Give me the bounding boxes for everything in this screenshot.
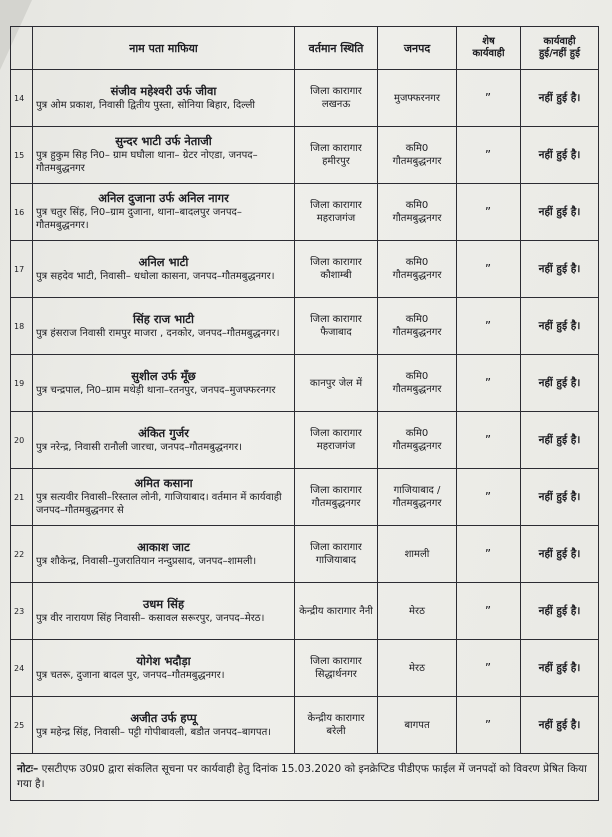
name-address-cell <box>33 70 295 127</box>
table-row <box>11 184 599 241</box>
district: कमि0 गौतमबुद्धनगर <box>378 127 457 184</box>
action-status: नहीं हुई है। <box>521 70 599 127</box>
district: कमि0 गौतमबुद्धनगर <box>378 355 457 412</box>
header-action <box>521 27 599 70</box>
remaining-action: ” <box>457 241 521 298</box>
district: मेरठ <box>378 640 457 697</box>
action-status: नहीं हुई है। <box>521 127 599 184</box>
district: कमि0 गौतमबुद्धनगर <box>378 241 457 298</box>
action-status: नहीं हुई है। <box>521 412 599 469</box>
action-status: नहीं हुई है। <box>521 355 599 412</box>
mafia-name: अजीत उर्फ हप्पू <box>130 710 197 725</box>
mafia-name: संजीव महेश्वरी उर्फ जीवा <box>110 83 217 98</box>
table-row <box>11 640 599 697</box>
serial-number: 21 <box>11 469 33 526</box>
name-address-cell <box>33 583 295 640</box>
name-address-cell <box>33 298 295 355</box>
table-row <box>11 526 599 583</box>
current-status: केन्द्रीय कारागार बरेली <box>295 697 378 754</box>
district: मुजफ्फरनगर <box>378 70 457 127</box>
mafia-address: पुत्र वीर नारायण सिंह निवासी– कसावल सरूरपुर, जनपद–मेरठ। <box>36 612 265 624</box>
mafia-address: पुत्र चतरू, दुजाना बादल पुर, जनपद–गौतमबुद्धनगर। <box>36 669 225 681</box>
header-name: नाम पता माफिया <box>33 27 295 70</box>
serial-number: 19 <box>11 355 33 412</box>
current-status: केन्द्रीय कारागार नैनी <box>295 583 378 640</box>
district: कमि0 गौतमबुद्धनगर <box>378 184 457 241</box>
action-status: नहीं हुई है। <box>521 526 599 583</box>
mafia-address: पुत्र सहदेव भाटी, निवासी– धधोला कासना, जनपद–गौतमबुद्धनगर। <box>36 270 275 282</box>
table-row <box>11 70 599 127</box>
note-label: नोटः– <box>17 763 39 775</box>
mafia-name: योगेश भदौड़ा <box>136 653 191 668</box>
name-address-cell <box>33 241 295 298</box>
mafia-address: पुत्र महेन्द्र सिंह, निवासी– पट्टी गोपीबावली, बडौत जनपद–बागपत। <box>36 726 272 738</box>
serial-number: 25 <box>11 697 33 754</box>
name-address-cell <box>33 412 295 469</box>
mafia-name: अनिल दुजाना उर्फ अनिल नागर <box>98 191 229 205</box>
action-status: नहीं हुई है। <box>521 583 599 640</box>
table-row <box>11 697 599 754</box>
remaining-action: ” <box>457 469 521 526</box>
name-address-cell <box>33 355 295 412</box>
mafia-address: पुत्र हुकुम सिह नि0– ग्राम घघौला थाना– ग्रेटर नोएडा, जनपद– गौतमबुद्धनगर <box>36 150 258 174</box>
header-serial <box>11 27 33 70</box>
district: बागपत <box>378 697 457 754</box>
header-remaining-line1: शेष <box>482 36 495 47</box>
header-status: वर्तमान स्थिति <box>295 27 378 70</box>
action-status: नहीं हुई है। <box>521 469 599 526</box>
serial-number: 22 <box>11 526 33 583</box>
action-status: नहीं हुई है। <box>521 640 599 697</box>
mafia-name: आकाश जाट <box>137 539 190 554</box>
mafia-name: अनिल भाटी <box>138 254 189 269</box>
name-address-cell <box>33 640 295 697</box>
name-address-cell <box>33 469 295 526</box>
serial-number: 24 <box>11 640 33 697</box>
table-row <box>11 298 599 355</box>
note-text: एसटीएफ उ0प्र0 द्वारा संकलित सूचना पर कार्यवाही हेतु दिनांक 15.03.2020 को इनक्रेप्टिड पीडीएफ फाईल में जनपदों को विवरण प्रेषित किया गया है। <box>17 763 587 790</box>
current-status: जिला कारागार सिद्धार्थनगर <box>295 640 378 697</box>
serial-number: 20 <box>11 412 33 469</box>
current-status: जिला कारागार गाजियाबाद <box>295 526 378 583</box>
remaining-action: ” <box>457 298 521 355</box>
serial-number: 16 <box>11 184 33 241</box>
mafia-address: पुत्र हंसराज निवासी रामपुर माजरा , दनकोर, जनपद–गौतमबुद्धनगर। <box>36 327 280 339</box>
note-row <box>11 754 599 801</box>
name-address-cell <box>33 697 295 754</box>
remaining-action: ” <box>457 526 521 583</box>
header-remaining <box>457 27 521 70</box>
current-status: जिला कारागार फैजाबाद <box>295 298 378 355</box>
serial-number: 18 <box>11 298 33 355</box>
mafia-address: पुत्र ओम प्रकाश, निवासी द्वितीय पुस्ता, सोनिया बिहार, दिल्ली <box>36 99 256 111</box>
district: गाजियाबाद / गौतमबुद्धनगर <box>378 469 457 526</box>
current-status: जिला कारागार लखनऊ <box>295 70 378 127</box>
mafia-name: अमित कसाना <box>134 476 193 490</box>
table-row <box>11 127 599 184</box>
remaining-action: ” <box>457 184 521 241</box>
table-row <box>11 469 599 526</box>
current-status: जिला कारागार महराजगंज <box>295 184 378 241</box>
serial-number: 15 <box>11 127 33 184</box>
current-status: जिला कारागार हमीरपुर <box>295 127 378 184</box>
remaining-action: ” <box>457 697 521 754</box>
current-status: कानपुर जेल में <box>295 355 378 412</box>
mafia-name: अंकित गुर्जर <box>138 425 189 440</box>
mafia-address: पुत्र चतुर सिंह, नि0–ग्राम दुजाना, थाना–बादलपुर जनपद–गौतमबुद्धनगर। <box>36 207 242 231</box>
serial-number: 14 <box>11 70 33 127</box>
serial-number: 23 <box>11 583 33 640</box>
district: मेरठ <box>378 583 457 640</box>
name-address-cell <box>33 184 295 241</box>
header-action-line1: कार्यवाही <box>543 36 576 47</box>
mafia-list-table <box>10 26 599 801</box>
mafia-name: सुशील उर्फ मूँछ <box>131 368 196 383</box>
mafia-name: सिंह राज भाटी <box>133 311 194 326</box>
serial-number: 17 <box>11 241 33 298</box>
mafia-address: पुत्र चन्द्रपाल, नि0–ग्राम मथेड़ी थाना–रतनपुर, जनपद–मुजफ्फरनगर <box>36 384 276 396</box>
table-header-row <box>11 27 599 70</box>
district: कमि0 गौतमबुद्धनगर <box>378 412 457 469</box>
table-row <box>11 355 599 412</box>
table-row <box>11 583 599 640</box>
action-status: नहीं हुई है। <box>521 697 599 754</box>
action-status: नहीं हुई है। <box>521 241 599 298</box>
table-row <box>11 241 599 298</box>
mafia-name: उधम सिंह <box>142 596 185 611</box>
action-status: नहीं हुई है। <box>521 184 599 241</box>
current-status: जिला कारागार महराजगंज <box>295 412 378 469</box>
remaining-action: ” <box>457 640 521 697</box>
remaining-action: ” <box>457 412 521 469</box>
note-cell <box>11 754 599 801</box>
mafia-name: सुन्दर भाटी उर्फ नेताजी <box>115 134 212 148</box>
header-district: जनपद <box>378 27 457 70</box>
name-address-cell <box>33 127 295 184</box>
header-action-line2: हुई/नहीं हुई <box>538 48 581 59</box>
remaining-action: ” <box>457 355 521 412</box>
mafia-address: पुत्र नरेन्द्र, निवासी रानौली जारचा, जनपद–गौतमबुद्धनगर। <box>36 441 242 453</box>
remaining-action: ” <box>457 583 521 640</box>
remaining-action: ” <box>457 127 521 184</box>
mafia-address: पुत्र सत्यवीर निवासी–रिस्ताल लोनी, गाजियाबाद। वर्तमान में कार्यवाही जनपद–गौतमबुद्धनगर से <box>36 492 282 516</box>
action-status: नहीं हुई है। <box>521 298 599 355</box>
district: कमि0 गौतमबुद्धनगर <box>378 298 457 355</box>
header-remaining-line2: कार्यवाही <box>472 48 505 59</box>
current-status: जिला कारागार गौतमबुद्धनगर <box>295 469 378 526</box>
district: शामली <box>378 526 457 583</box>
table-row <box>11 412 599 469</box>
remaining-action: ” <box>457 70 521 127</box>
name-address-cell <box>33 526 295 583</box>
mafia-address: पुत्र शौकेन्द्र, निवासी–गुजरातियान नन्दुप्रसाद, जनपद–शामली। <box>36 555 257 567</box>
current-status: जिला कारागार कौशाम्बी <box>295 241 378 298</box>
